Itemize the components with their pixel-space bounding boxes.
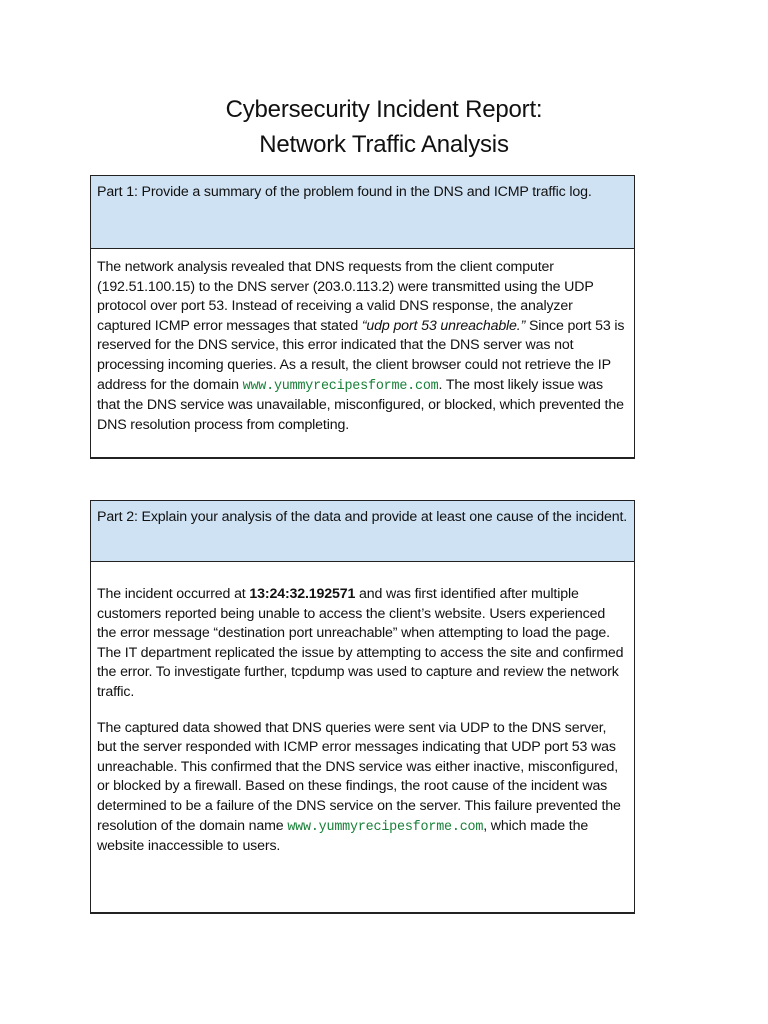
part1-answer <box>91 249 634 435</box>
title-line-1: Cybersecurity Incident Report: <box>225 96 543 123</box>
part1-paragraph <box>97 258 628 435</box>
part1-prompt: Part 1: Provide a summary of the problem found in the DNS and ICMP traffic log. <box>91 176 634 249</box>
title-line-2: Network Traffic Analysis <box>259 131 509 158</box>
part2-paragraph-1 <box>97 585 628 703</box>
part1-quote: “udp port 53 unreachable.” <box>361 317 526 334</box>
part2-paragraph-2 <box>97 719 628 857</box>
part2-timestamp: 13:24:32.192571 <box>249 586 356 602</box>
part2-p2-text-b: , which made the website inaccessible to users. <box>97 817 589 855</box>
part1-section <box>90 175 635 459</box>
report-title <box>0 92 768 162</box>
part2-p1-text-a: The incident occurred at <box>97 586 250 602</box>
part2-answer <box>91 562 634 857</box>
part2-p1-text-b: and was first identified after multiple customers reported being unable to access the client’s website. Users experienced the error message “destination port unreachable” when attempting to load the page. The IT department replicated the issue by attempting to access the site and confirmed the error. To investigate further, tcpdump was used to capture and review the network traffic. <box>97 586 624 700</box>
part1-text-c: . The most likely issue was that the DNS service was unavailable, misconfigured, or blocked, which prevented the DNS resolution process from completing. <box>97 376 624 433</box>
part1-text-a: The network analysis revealed that DNS requests from the client computer (192.51.100.15) to the DNS server (203.0.113.2) were transmitted using the UDP protocol over port 53. Instead of receiving a valid DNS response, the analyzer captured ICMP error messages that stated <box>97 259 594 334</box>
part1-domain: www.yummyrecipesforme.com <box>242 378 439 394</box>
part2-prompt: Part 2: Explain your analysis of the data and provide at least one cause of the incident. <box>91 501 634 562</box>
part2-p2-text-a: The captured data showed that DNS queries were sent via UDP to the DNS server, but the server responded with ICMP error messages indicating that UDP port 53 was unreachable. This confirmed that the DNS service was either inactive, misconfigured, or blocked by a firewall. Based on these findings, the root cause of the incident was determined to be a failure of the DNS service on the server. This failure prevented the resolution of the domain name <box>97 719 621 834</box>
part1-text-b: Since port 53 is reserved for the DNS service, this error indicated that the DNS server was not processing incoming queries. As a result, the client browser could not retrieve the IP address for the domain <box>97 317 625 393</box>
part2-section <box>90 500 635 914</box>
part2-domain: www.yummyrecipesforme.com <box>287 819 484 835</box>
